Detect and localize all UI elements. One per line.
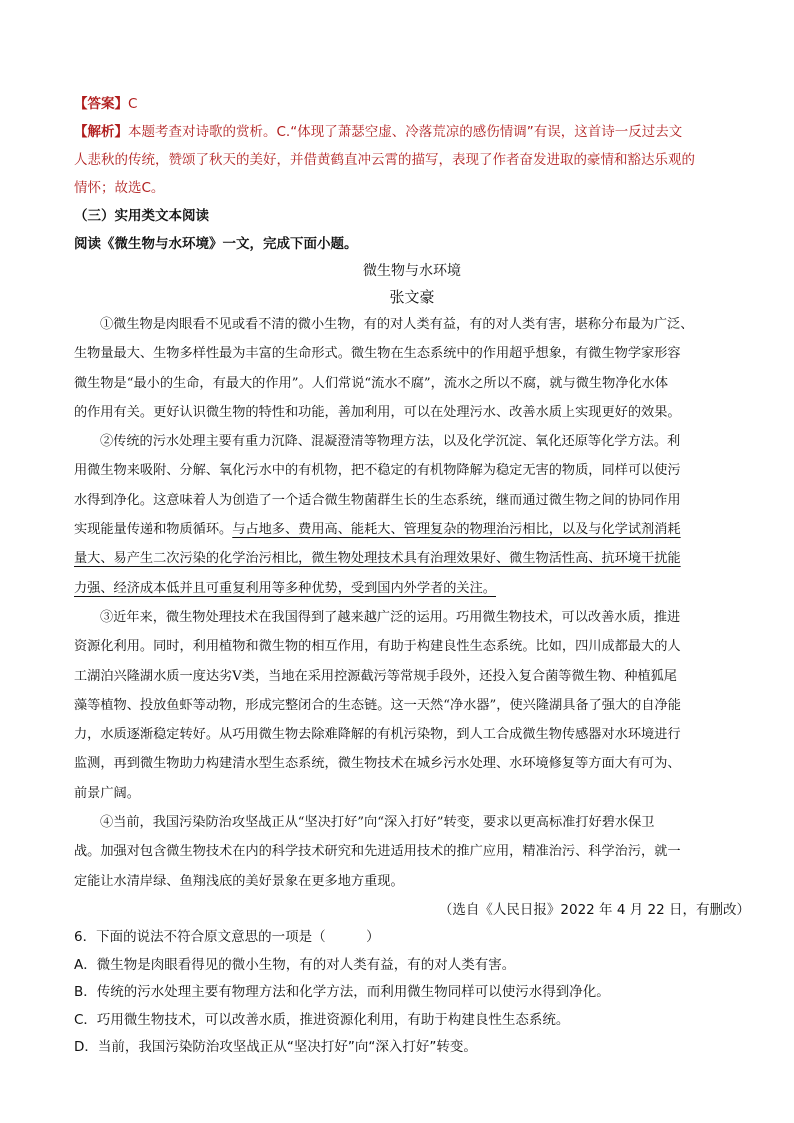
article-title: 微生物与水环境 — [363, 263, 461, 279]
paragraph-2: ②传统的污水处理主要有重力沉降、混凝澄清等物理方法，以及化学沉淀、氧化还原等化学方法。利 用微生物来吸附、分解、氧化污水中的有机物，把不稳定的有机物降解为稳定无害的物质，同样可以使污 水得到净化。这意味着人为创造了一个适合微生物菌群生长的生态系统，继而通过微生物之间的协同作用 实现能量传递和物质循环。与占地多、费用高、能耗大、管理复杂的物理治污相比，以及与化学试剂消耗 量大、易产生二次污染的化学治污相比，微生物处理技术具有治理效果好、微生物活性高、抗环境干扰能 力强、经济成本低并且可重复利用等多种优势，受到国内外学者的关注。 — [74, 427, 750, 603]
answer-value: C — [128, 96, 138, 112]
underlined-passage-end: 力强、经济成本低并且可重复利用等多种优势，受到国内外学者的关注。 — [74, 580, 496, 596]
analysis-line-3: 情怀；故选C。 — [74, 180, 165, 196]
analysis-line-2: 人悲秋的传统，赞颂了秋天的美好，并借黄鹤直冲云霄的描写，表现了作者奋发进取的豪情和豁达乐观的 — [74, 152, 695, 168]
article-source: （选自《人民日报》2022 年 4 月 22 日，有删改） — [438, 901, 750, 918]
analysis-tag: 【解析】 — [74, 124, 128, 140]
article-body — [74, 310, 750, 896]
option-c: C．巧用微生物技术，可以改善水质，推进资源化利用，有助于构建良性生态系统。 — [74, 1011, 570, 1028]
underlined-passage-cont: 量大、易产生二次污染的化学治污相比，微生物处理技术具有治理效果好、微生物活性高、抗环境干扰能 — [74, 551, 681, 567]
analysis-line-1: 【解析】本题考查对诗歌的赏析。C.“体现了萧瑟空虚、冷落荒凉的感伤情调”有误，这首诗一反过去文 — [74, 124, 683, 140]
analysis-block — [74, 118, 750, 202]
section-heading: （三）实用类文本阅读 — [74, 208, 209, 224]
article-author: 张文豪 — [389, 288, 435, 306]
option-a: A．微生物是肉眼看得见的微小生物，有的对人类有益，有的对人类有害。 — [74, 956, 516, 973]
paragraph-3: ③近年来，微生物处理技术在我国得到了越来越广泛的运用。巧用微生物技术，可以改善水质，推进 资源化利用。同时，利用植物和微生物的相互作用，有助于构建良性生态系统。比如，四川成都最大的人 工湖泊兴隆湖水质一度达劣Ⅴ类，当地在采用控源截污等常规手段外，还投入复合菌等微生物、种植狐尾 藻等植物、投放鱼虾等动物，形成完整闭合的生态链。这一天然“净水器”，使兴隆湖具备了强大的自净能 力，水质逐渐稳定转好。从巧用微生物去除难降解的有机污染物，到人工合成微生物传感器对水环境进行 监测，再到微生物助力构建清水型生态系统，微生物技术在城乡污水处理、水环境修复等方面大有可为、 前景广阔。 — [74, 609, 681, 801]
question-stem: 6．下面的说法不符合原文意思的一项是（ ） — [74, 928, 380, 945]
option-d: D．当前，我国污染防治攻坚战正从“坚决打好”向“深入打好”转变。 — [74, 1039, 477, 1056]
option-b: B．传统的污水处理主要有物理方法和化学方法，而利用微生物同样可以使污水得到净化。 — [74, 984, 610, 1001]
question-block — [74, 924, 750, 1062]
section-instruction: 阅读《微生物与水环境》一文，完成下面小题。 — [74, 236, 358, 252]
paragraph-1: ①微生物是肉眼看不见或看不清的微小生物，有的对人类有益，有的对人类有害，堪称分布最为广泛、 生物量最大、生物多样性最为丰富的生命形式。微生物在生态系统中的作用超乎想象，有微生物学家形容 微生物是“最小的生命，有最大的作用”。人们常说“流水不腐”，流水之所以不腐，就与微生物净化水体 的作用有关。更好认识微生物的特性和功能，善加利用，可以在处理污水、改善水质上实现更好的效果。 — [74, 317, 694, 420]
underlined-passage: 与占地多、费用高、能耗大、管理复杂的物理治污相比，以及与化学试剂消耗 — [232, 522, 681, 538]
document-page — [74, 90, 750, 1062]
paragraph-4: ④当前，我国污染防治攻坚战正从“坚决打好”向“深入打好”转变，要求以更高标准打好碧水保卫 战。加强对包含微生物技术在内的科学技术研究和先进适用技术的推广应用，精准治污、科学治污，就一 定能让水清岸绿、鱼翔浅底的美好景象在更多地方重现。 — [74, 815, 681, 889]
answer-tag: 【答案】 — [74, 96, 128, 112]
answer-line — [74, 90, 750, 118]
